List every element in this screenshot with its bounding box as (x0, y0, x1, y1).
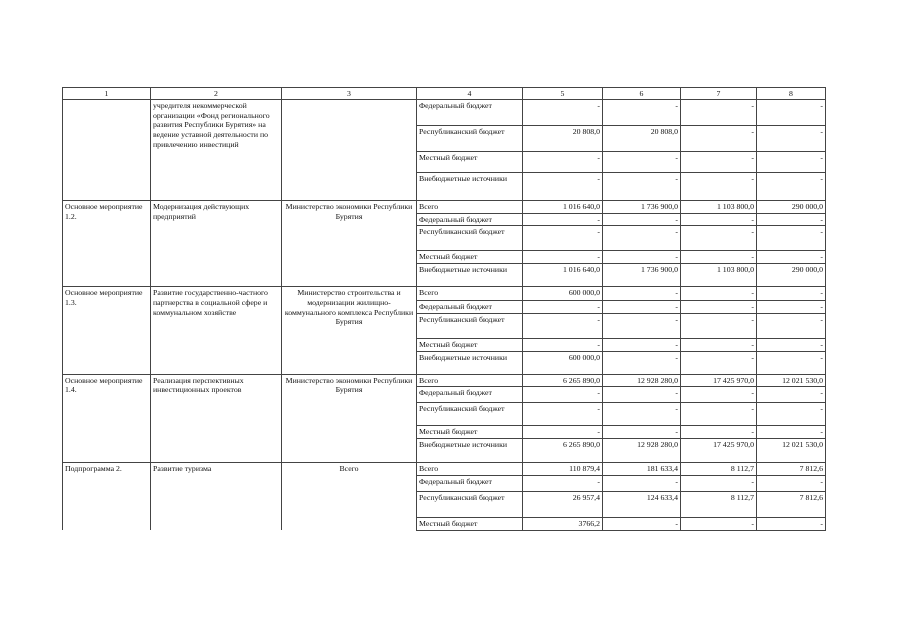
value-cell: 600 000,0 (523, 287, 603, 301)
value-cell: 1 016 640,0 (523, 264, 603, 287)
value-cell: - (603, 387, 681, 403)
value-cell: - (523, 213, 603, 226)
funding-source: Республиканский бюджет (417, 226, 523, 251)
funding-source: Республиканский бюджет (417, 492, 523, 518)
table-row (63, 374, 826, 387)
value-cell: - (603, 403, 681, 426)
value-cell: 17 425 970,0 (681, 439, 757, 463)
budget-table (62, 87, 826, 531)
program-code (63, 100, 151, 201)
value-cell: - (757, 387, 826, 403)
value-cell: 20 808,0 (523, 126, 603, 152)
value-cell: - (523, 226, 603, 251)
value-cell: - (603, 152, 681, 173)
value-cell: 124 633,4 (603, 492, 681, 518)
value-cell: - (603, 301, 681, 314)
funding-source: Федеральный бюджет (417, 213, 523, 226)
value-cell: 26 957,4 (523, 492, 603, 518)
value-cell: - (681, 287, 757, 301)
value-cell: - (603, 351, 681, 374)
value-cell: - (757, 173, 826, 201)
value-cell: - (757, 213, 826, 226)
value-cell: 7 812,6 (757, 463, 826, 476)
value-cell: - (681, 518, 757, 531)
value-cell: - (523, 301, 603, 314)
col-number: 7 (681, 88, 757, 100)
funding-source: Внебюджетные источники (417, 351, 523, 374)
value-cell: - (523, 403, 603, 426)
value-cell: - (603, 213, 681, 226)
value-cell: 1 016 640,0 (523, 201, 603, 214)
value-cell: 110 879,4 (523, 463, 603, 476)
value-cell: 12 021 530,0 (757, 374, 826, 387)
value-cell: - (523, 100, 603, 126)
value-cell: - (603, 100, 681, 126)
value-cell: - (757, 518, 826, 531)
value-cell: - (523, 426, 603, 439)
program-code: Основное мероприятие 1.4. (63, 374, 151, 463)
value-cell: - (523, 251, 603, 264)
funding-source: Всего (417, 463, 523, 476)
value-cell: - (603, 476, 681, 492)
value-cell: - (603, 426, 681, 439)
value-cell: - (603, 251, 681, 264)
value-cell: - (757, 287, 826, 301)
value-cell: - (681, 313, 757, 338)
value-cell: - (681, 226, 757, 251)
value-cell: 6 265 890,0 (523, 439, 603, 463)
value-cell: 3766,2 (523, 518, 603, 531)
value-cell: - (757, 152, 826, 173)
value-cell: - (681, 126, 757, 152)
value-cell: 6 265 890,0 (523, 374, 603, 387)
col-number: 4 (417, 88, 523, 100)
funding-source: Местный бюджет (417, 338, 523, 351)
value-cell: - (681, 338, 757, 351)
funding-source: Федеральный бюджет (417, 100, 523, 126)
value-cell: - (757, 100, 826, 126)
funding-source: Всего (417, 374, 523, 387)
executor: Министерство экономики Республики Бурятия (282, 374, 417, 463)
value-cell: 181 633,4 (603, 463, 681, 476)
value-cell: - (757, 338, 826, 351)
value-cell: - (681, 387, 757, 403)
col-number: 5 (523, 88, 603, 100)
value-cell: - (757, 251, 826, 264)
col-number: 8 (757, 88, 826, 100)
value-cell: - (681, 301, 757, 314)
value-cell: - (681, 100, 757, 126)
column-number-row (63, 88, 826, 100)
table-row (63, 463, 826, 476)
funding-source: Республиканский бюджет (417, 313, 523, 338)
program-name: Модернизация действующих предприятий (151, 201, 282, 287)
value-cell: - (757, 226, 826, 251)
value-cell: - (757, 126, 826, 152)
col-number: 1 (63, 88, 151, 100)
funding-source: Внебюджетные источники (417, 264, 523, 287)
funding-source: Внебюджетные источники (417, 173, 523, 201)
value-cell: - (603, 518, 681, 531)
funding-source: Республиканский бюджет (417, 403, 523, 426)
funding-source: Федеральный бюджет (417, 301, 523, 314)
program-name: учредителя некоммерческой организации «Фонд регионального развития Республики Бурятия» на ведение уставной деятельности по привлечению инвестиций (151, 100, 282, 201)
funding-source: Всего (417, 201, 523, 214)
table-row (63, 201, 826, 214)
funding-source: Федеральный бюджет (417, 387, 523, 403)
value-cell: 7 812,6 (757, 492, 826, 518)
value-cell: - (681, 251, 757, 264)
value-cell: 1 103 800,0 (681, 264, 757, 287)
funding-source: Местный бюджет (417, 152, 523, 173)
executor: Всего (282, 463, 417, 530)
value-cell: 1 103 800,0 (681, 201, 757, 214)
value-cell: 1 736 900,0 (603, 201, 681, 214)
value-cell: 8 112,7 (681, 492, 757, 518)
funding-source: Местный бюджет (417, 518, 523, 531)
value-cell: 17 425 970,0 (681, 374, 757, 387)
funding-source: Республиканский бюджет (417, 126, 523, 152)
funding-source: Местный бюджет (417, 251, 523, 264)
value-cell: - (523, 173, 603, 201)
value-cell: - (603, 338, 681, 351)
col-number: 2 (151, 88, 282, 100)
program-name: Реализация перспективных инвестиционных проектов (151, 374, 282, 463)
value-cell: - (757, 426, 826, 439)
value-cell: - (523, 152, 603, 173)
value-cell: - (681, 403, 757, 426)
table-body (63, 88, 826, 531)
value-cell: 290 000,0 (757, 201, 826, 214)
funding-source: Внебюджетные источники (417, 439, 523, 463)
value-cell: - (603, 226, 681, 251)
value-cell: - (757, 301, 826, 314)
value-cell: - (523, 338, 603, 351)
value-cell: - (681, 173, 757, 201)
col-number: 6 (603, 88, 681, 100)
value-cell: - (603, 287, 681, 301)
funding-source: Федеральный бюджет (417, 476, 523, 492)
value-cell: - (681, 152, 757, 173)
value-cell: - (757, 403, 826, 426)
value-cell: - (523, 313, 603, 338)
value-cell: - (681, 426, 757, 439)
table-row (63, 100, 826, 126)
value-cell: - (681, 476, 757, 492)
value-cell: - (603, 313, 681, 338)
program-code: Подпрограмма 2. (63, 463, 151, 530)
value-cell: 600 000,0 (523, 351, 603, 374)
executor: Министерство строительства и модернизации жилищно-коммунального комплекса Республики Бурятия (282, 287, 417, 374)
executor (282, 100, 417, 201)
value-cell: 12 021 530,0 (757, 439, 826, 463)
value-cell: 12 928 280,0 (603, 374, 681, 387)
value-cell: - (681, 351, 757, 374)
value-cell: - (523, 387, 603, 403)
program-name: Развитие туризма (151, 463, 282, 530)
value-cell: 290 000,0 (757, 264, 826, 287)
value-cell: - (603, 173, 681, 201)
funding-source: Всего (417, 287, 523, 301)
funding-source: Местный бюджет (417, 426, 523, 439)
executor: Министерство экономики Республики Бурятия (282, 201, 417, 287)
table-row (63, 287, 826, 301)
value-cell: - (757, 313, 826, 338)
value-cell: - (523, 476, 603, 492)
col-number: 3 (282, 88, 417, 100)
value-cell: 1 736 900,0 (603, 264, 681, 287)
program-code: Основное мероприятие 1.3. (63, 287, 151, 374)
value-cell: 12 928 280,0 (603, 439, 681, 463)
value-cell: 8 112,7 (681, 463, 757, 476)
value-cell: - (757, 476, 826, 492)
value-cell: 20 808,0 (603, 126, 681, 152)
value-cell: - (757, 351, 826, 374)
program-code: Основное мероприятие 1.2. (63, 201, 151, 287)
program-name: Развитие государственно-частного партнерства в социальной сфере и коммунальном хозяйстве (151, 287, 282, 374)
value-cell: - (681, 213, 757, 226)
